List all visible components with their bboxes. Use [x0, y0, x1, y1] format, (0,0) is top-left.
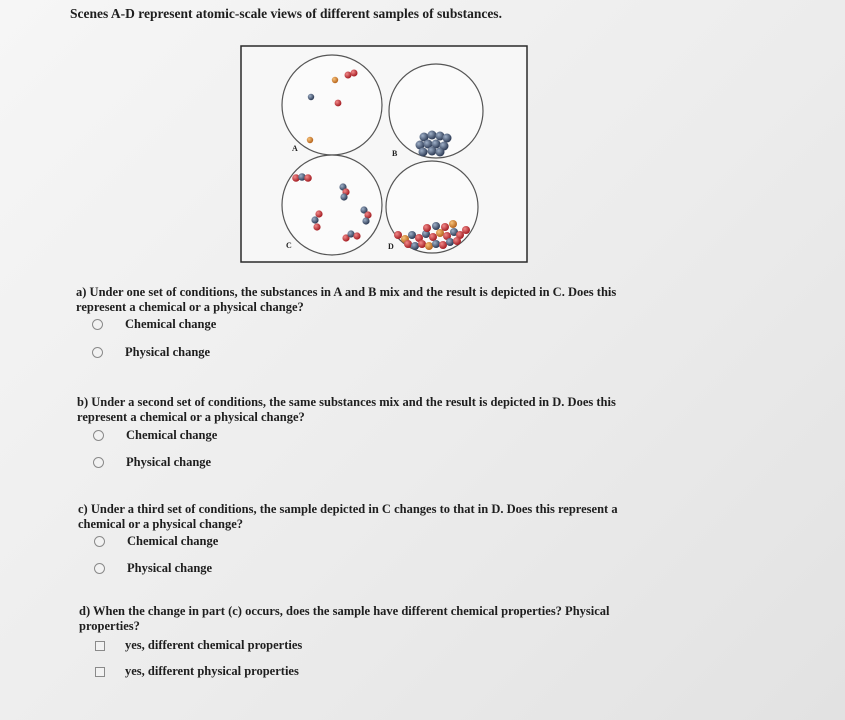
option-label: Physical change	[127, 561, 213, 575]
q-b-option-physical[interactable]	[93, 455, 211, 470]
scenes-figure	[240, 45, 528, 263]
q-c-option-physical[interactable]	[94, 561, 212, 576]
question-b-line1: b) Under a second set of conditions, the same substances mix and the result is depicted in D. Does this	[77, 395, 616, 409]
page-title: Scenes A-D represent atomic-scale views of different samples of substances.	[70, 6, 502, 21]
question-d-line2: properties?	[79, 619, 140, 633]
scene-c-label: C	[286, 241, 292, 250]
q-a-option-chemical[interactable]	[92, 317, 216, 332]
q-b-option-chemical[interactable]	[93, 428, 217, 443]
option-label: Physical change	[126, 455, 212, 469]
q-d-option-physical[interactable]	[95, 664, 299, 679]
option-label: Chemical change	[125, 317, 217, 331]
radio-button[interactable]	[93, 457, 104, 468]
option-label: Chemical change	[127, 534, 219, 548]
q-c-option-chemical[interactable]	[94, 534, 218, 549]
q-d-option-chemical[interactable]	[95, 638, 302, 653]
question-c-line1: c) Under a third set of conditions, the sample depicted in C changes to that in D. Does this represent a	[78, 502, 618, 516]
figure-frame	[241, 46, 527, 262]
option-label: Chemical change	[126, 428, 218, 442]
question-d-line1: d) When the change in part (c) occurs, does the sample have different chemical properties? Physical	[79, 604, 610, 618]
option-label: yes, different physical properties	[125, 664, 299, 678]
question-c-line2: chemical or a physical change?	[78, 517, 244, 531]
scene-b-label: B	[392, 149, 398, 158]
q-a-option-physical[interactable]	[92, 345, 210, 360]
option-label: yes, different chemical properties	[125, 638, 303, 652]
radio-button[interactable]	[92, 319, 103, 330]
question-a	[76, 285, 666, 315]
radio-button[interactable]	[94, 536, 105, 547]
option-label: Physical change	[125, 345, 211, 359]
question-b	[77, 395, 667, 425]
scene-a-label: A	[292, 144, 298, 153]
scene-c-circle	[282, 155, 382, 255]
question-c	[78, 502, 668, 532]
question-d	[79, 604, 669, 634]
scenes-diagram	[240, 45, 528, 263]
radio-button[interactable]	[94, 563, 105, 574]
question-b-line2: represent a chemical or a physical change?	[77, 410, 305, 424]
checkbox[interactable]	[95, 641, 105, 651]
checkbox[interactable]	[95, 667, 105, 677]
question-a-line1: a) Under one set of conditions, the substances in A and B mix and the result is depicted in C. Does this	[76, 285, 617, 299]
radio-button[interactable]	[92, 347, 103, 358]
scene-d-label: D	[388, 242, 394, 251]
question-a-line2: represent a chemical or a physical change?	[76, 300, 304, 314]
scene-a-circle	[282, 55, 382, 155]
radio-button[interactable]	[93, 430, 104, 441]
